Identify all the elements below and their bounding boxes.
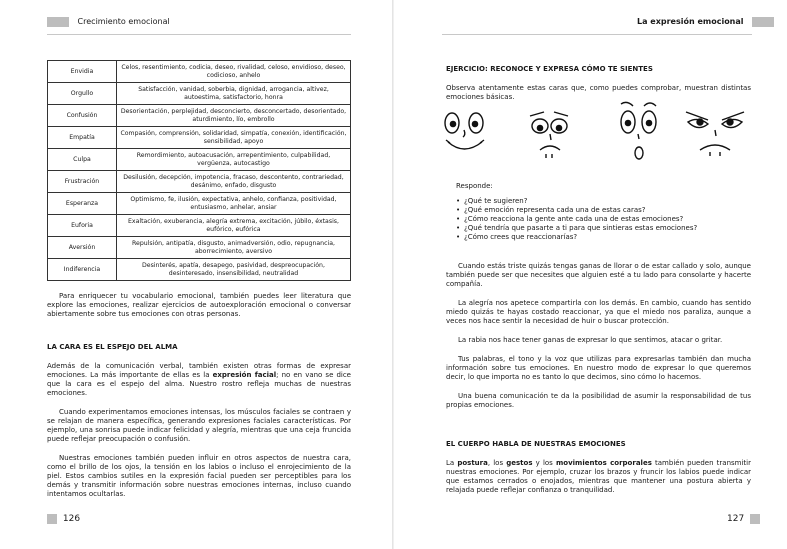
- emotion-name-cell: Euforia: [48, 215, 117, 237]
- right-body: [446, 262, 751, 420]
- table-row: [48, 105, 351, 127]
- left-body-top: [47, 292, 351, 329]
- list-item: • ¿Qué emoción representa cada una de estas caras?: [456, 206, 751, 215]
- right-header: [637, 16, 774, 28]
- happy-face-icon: [445, 113, 484, 149]
- emotion-name-cell: Orgullo: [48, 83, 117, 105]
- face-p1-bold: expresión facial: [212, 371, 277, 379]
- emotion-words-cell: Compasión, comprensión, solidaridad, simpatía, conexión, identificación, sensibilidad, apoyo: [117, 127, 351, 149]
- left-page-number: 126: [62, 514, 81, 524]
- sad-paragraph: Cuando estás triste quizás tengas ganas de llorar o de estar callado y solo, aunque también puede ser que necesites que alguien esté a tu lado para consolarte y hacerte compañía.: [446, 262, 751, 288]
- emotion-words-cell: Repulsión, antipatía, disgusto, animadversión, odio, repugnancia, aborrecimiento, aversivo: [117, 237, 351, 259]
- list-item: • ¿Qué tendría que pasarte a ti para que sintieras estas emociones?: [456, 224, 751, 233]
- communication-paragraph: Una buena comunicación te da la posibilidad de asumir la responsabilidad de tus propias emociones.: [446, 392, 751, 409]
- emotion-words-cell: Exaltación, exuberancia, alegría extrema, excitación, júbilo, éxtasis, eufórico, eufórica: [117, 215, 351, 237]
- left-footer: [47, 513, 80, 525]
- face-paragraph-3: Nuestras emociones también pueden influir en otros aspectos de nuestra cara, como el brillo de los ojos, la tensión en los labios o incluso el enrojecimiento de la piel. Estos cambios sutiles en la expresión facial pueden ser perceptibles para los demás y transmitir información sobre nuestras emociones internas, incluso cuando intentamos ocultarlas.: [47, 454, 351, 498]
- right-page: [394, 0, 787, 549]
- body-bold-movimientos: movimientos corporales: [555, 459, 652, 467]
- table-row: [48, 215, 351, 237]
- table-row: [48, 83, 351, 105]
- emotion-name-cell: Indiferencia: [48, 259, 117, 281]
- emotion-name-cell: Envidia: [48, 61, 117, 83]
- respond-label: Responde:: [456, 182, 493, 190]
- joy-paragraph: La alegría nos apetece compartirla con los demás. En cambio, cuando has sentido miedo quizás te hayas costado reaccionar, ya que el miedo nos paraliza, aunque a veces nos hace sentir la necesidad de huir o buscar protección.: [446, 299, 751, 325]
- table-row: [48, 149, 351, 171]
- right-page-number: 127: [727, 514, 745, 524]
- words-paragraph: Tus palabras, el tono y la voz que utilizas para expresarlas también dan mucha información sobre tus emociones. En nuestro modo de expresar lo que queremos decir, lo que importa no es tanto lo que decimos, sino cómo lo hacemos.: [446, 355, 751, 381]
- emotion-name-cell: Culpa: [48, 149, 117, 171]
- emotion-words-cell: Desinterés, apatía, desapego, pasividad, despreocupación, desinteresado, insensibilidad, neutralidad: [117, 259, 351, 281]
- emotion-name-cell: Confusión: [48, 105, 117, 127]
- face-paragraph-1: [47, 362, 351, 398]
- exercise-intro: Observa atentamente estas caras que, como puedes comprobar, muestran distintas emociones básicas.: [446, 84, 751, 101]
- body-text-d: y los: [532, 459, 556, 467]
- sad-face-icon: [530, 112, 568, 158]
- table-row: [48, 61, 351, 83]
- emotion-words-cell: Celos, resentimiento, codicia, deseo, rivalidad, celoso, envidioso, deseo, codicioso, anhelo: [117, 61, 351, 83]
- emotion-words-cell: Desorientación, perplejidad, desconcierto, desconcertado, desorientado, aturdimiento, lío, embrollo: [117, 105, 351, 127]
- body-bold-gestos: gestos: [506, 459, 533, 467]
- right-footer: [727, 513, 760, 525]
- header-bar: [47, 17, 69, 27]
- faces-illustration: [442, 98, 752, 166]
- left-header-title: Crecimiento emocional: [77, 17, 170, 26]
- body-text-e: también pueden transmitir nuestras emociones. Por ejemplo, cruzar los brazos y fruncir los labios puede indicar que estamos cerrados o enojados, mientras que mantener una postura abierta y relajada puede reflejar confianza o tranquilidad.: [446, 459, 752, 494]
- body-text-c: , los: [487, 459, 507, 467]
- body-section: [446, 440, 751, 505]
- angry-face-icon: [686, 112, 744, 156]
- table-row: [48, 237, 351, 259]
- section-title-body: EL CUERPO HABLA DE NUESTRAS EMOCIONES: [446, 440, 626, 448]
- table-row: [48, 259, 351, 281]
- emotion-name-cell: Aversión: [48, 237, 117, 259]
- face-p1-text-b: ; no en vano se dice que la cara es el espejo del alma. Nuestro rostro refleja muchas de nuestras emociones.: [47, 371, 351, 397]
- scared-face-icon: [621, 102, 656, 159]
- enrich-paragraph: Para enriquecer tu vocabulario emocional, también puedes leer literatura que explore las emociones, realizar ejercicios de autoexploración emocional o conversar abiertamente sobre tus emociones con otras personas.: [47, 292, 351, 318]
- header-rule: [47, 34, 351, 35]
- emotion-name-cell: Empatía: [48, 127, 117, 149]
- anger-paragraph: La rabia nos hace tener ganas de expresar lo que sentimos, atacar o gritar.: [458, 336, 723, 344]
- footer-bar: [47, 514, 57, 524]
- question-list: [456, 197, 751, 242]
- section-title-face: LA CARA ES EL ESPEJO DEL ALMA: [47, 343, 178, 351]
- emotion-name-cell: Esperanza: [48, 193, 117, 215]
- emotions-table: [47, 60, 351, 281]
- face-paragraph-2: Cuando experimentamos emociones intensas, los músculos faciales se contraen y se relajan de manera específica, generando expresiones faciales características. Por ejemplo, una sonrisa puede indicar felicidad y alegría, mientras que una ceja fruncida puede reflejar preocupación o confusión.: [47, 408, 351, 443]
- body-text-a: La: [446, 459, 458, 467]
- table-row: [48, 171, 351, 193]
- header-rule: [442, 34, 752, 35]
- list-item: • ¿Cómo reacciona la gente ante cada una de estas emociones?: [456, 215, 751, 224]
- table-row: [48, 193, 351, 215]
- face-p1-text-a: Además de la comunicación verbal, también existen otras formas de expresar emociones. La más importante de ellas es la: [47, 362, 351, 379]
- emotion-words-cell: Desilusión, decepción, impotencia, fracaso, descontento, contrariedad, desánimo, enfado, disgusto: [117, 171, 351, 193]
- left-header: [47, 16, 170, 28]
- questions-block: [456, 182, 751, 242]
- emotion-words-cell: Remordimiento, autoacusación, arrepentimiento, culpabilidad, vergüenza, autocastigo: [117, 149, 351, 171]
- list-item: • ¿Qué te sugieren?: [456, 197, 751, 206]
- body-bold-postura: postura: [457, 459, 488, 467]
- exercise-title: EJERCICIO: RECONOCE Y EXPRESA CÓMO TE SIENTES: [446, 65, 653, 73]
- right-header-title: La expresión emocional: [637, 17, 744, 26]
- header-bar: [752, 17, 774, 27]
- emotion-words-cell: Satisfacción, vanidad, soberbia, dignidad, arrogancia, altivez, autoestima, satisfactorio, honra: [117, 83, 351, 105]
- list-item: • ¿Cómo crees que reaccionarías?: [456, 233, 751, 242]
- table-row: [48, 127, 351, 149]
- left-body-section: [47, 343, 351, 509]
- emotion-words-cell: Optimismo, fe, ilusión, expectativa, anhelo, confianza, positividad, entusiasmo, anhelar, ansiar: [117, 193, 351, 215]
- emotion-name-cell: Frustración: [48, 171, 117, 193]
- footer-bar: [750, 514, 760, 524]
- body-paragraph: [446, 459, 751, 495]
